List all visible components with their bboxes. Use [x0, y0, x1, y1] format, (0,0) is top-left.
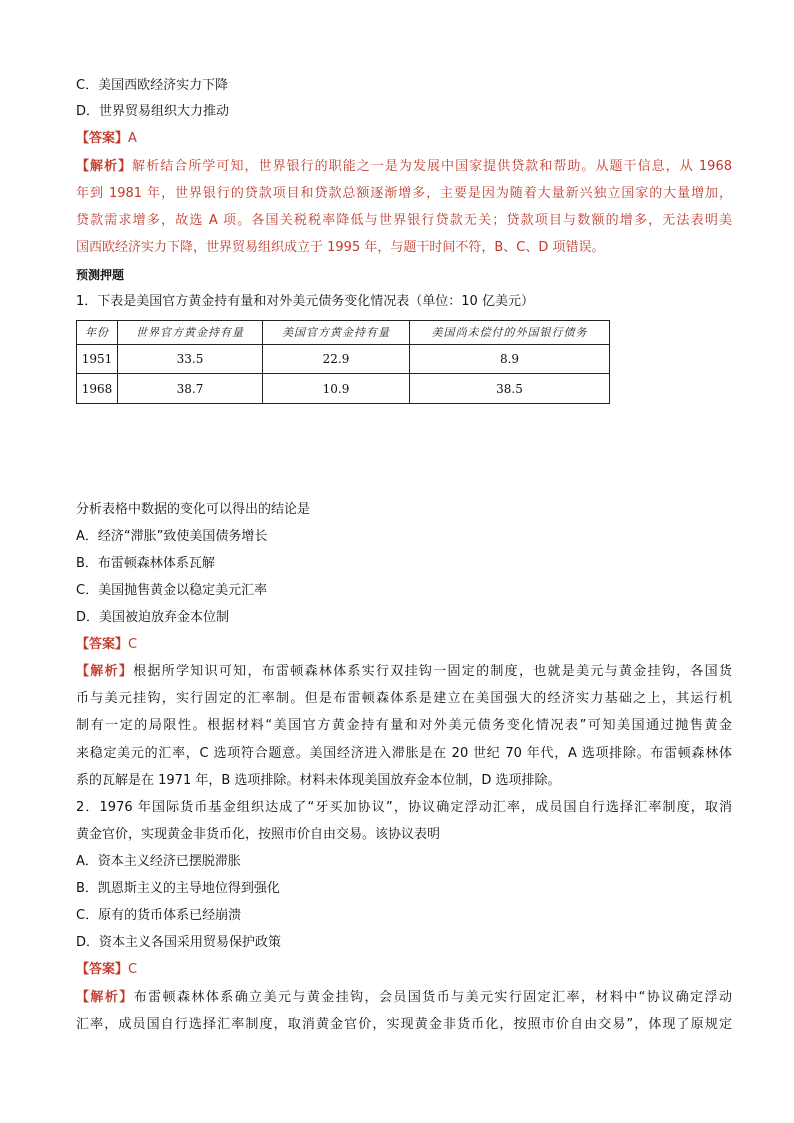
analysis-text: 布雷顿森林体系确立美元与黄金挂钩，会员国货币与美元实行固定汇率，材料中“协议确定浮动 — [133, 990, 732, 1005]
analysis-line: 贷款需求增多，故选 A 项。各国关税税率降低与世界银行贷款无关；贷款项目与数额的增多，无法表明美 — [76, 213, 732, 228]
table-cell: 1951 — [77, 344, 118, 374]
option-d: D．世界贸易组织大力推动 — [76, 104, 230, 119]
analysis-line — [76, 990, 732, 1006]
option-b: B．凯恩斯主义的主导地位得到强化 — [76, 881, 280, 896]
analysis-line: 系的瓦解是在 1971 年，B 选项排除。材料未体现美国放弃金本位制，D 选项排除。 — [76, 773, 561, 788]
answer-line — [76, 962, 732, 978]
analysis-line: 币与美元挂钩，实行固定的汇率制。但是布雷顿森体系是建立在美国强大的经济实力基础之上，其运行机 — [76, 691, 732, 706]
analysis-text: 解析结合所学可知，世界银行的职能之一是为发展中国家提供贷款和帮助。从题干信息，从 1968 — [132, 159, 732, 174]
table-header: 世界官方黄金持有量 — [118, 321, 263, 345]
analysis-label: 【解析】 — [76, 664, 134, 679]
table-row — [77, 344, 610, 374]
answer-label: 【答案】 — [76, 131, 129, 146]
option-c: C．美国西欧经济实力下降 — [76, 78, 229, 93]
option-a: A．经济“滞胀”致使美国债务增长 — [76, 529, 268, 544]
analysis-line: 国西欧经济实力下降，世界贸易组织成立于 1995 年，与题干时间不符，B、C、D 项错误。 — [76, 240, 605, 255]
table-cell: 8.9 — [410, 344, 610, 374]
table-header: 美国官方黄金持有量 — [263, 321, 410, 345]
analysis-line: 制有一定的局限性。根据材料“美国官方黄金持有量和对外美元债务变化情况表”可知美国通过抛售黄金 — [76, 718, 732, 733]
table-cell: 10.9 — [263, 374, 410, 404]
option-a: A．资本主义经济已摆脱滞胀 — [76, 854, 241, 869]
data-table — [76, 320, 610, 404]
table-cell: 1968 — [77, 374, 118, 404]
section-title: 预测押题 — [76, 268, 125, 282]
question-1-stem: 1．下表是美国官方黄金持有量和对外美元债务变化情况表（单位：10 亿美元） — [76, 294, 534, 309]
table-header: 年份 — [77, 321, 118, 345]
option-c: C．原有的货币体系已经崩溃 — [76, 908, 242, 923]
table-header-row — [77, 321, 610, 345]
table-row — [77, 374, 610, 404]
table-cell: 38.5 — [410, 374, 610, 404]
answer-line — [76, 637, 732, 653]
answer-label: 【答案】 — [76, 962, 129, 977]
table-cell: 38.7 — [118, 374, 263, 404]
table-header: 美国尚未偿付的外国银行债务 — [410, 321, 610, 345]
table-cell: 33.5 — [118, 344, 263, 374]
option-d: D．资本主义各国采用贸易保护政策 — [76, 935, 282, 950]
answer-value: A — [128, 131, 137, 146]
question-2-stem: 2．1976 年国际货币基金组织达成了“牙买加协议”，协议确定浮动汇率，成员国自行选择汇率制度，取消 — [76, 800, 732, 815]
question-1-prompt: 分析表格中数据的变化可以得出的结论是 — [76, 502, 311, 517]
analysis-line — [76, 159, 732, 175]
analysis-line: 来稳定美元的汇率，C 选项符合题意。美国经济进入滞胀是在 20 世纪 70 年代，A 选项排除。布雷顿森林体 — [76, 746, 732, 761]
answer-line — [76, 131, 732, 147]
analysis-line: 年到 1981 年，世界银行的贷款项目和贷款总额逐渐增多，主要是因为随着大量新兴独立国家的大量增加， — [76, 186, 732, 201]
option-b: B．布雷顿森林体系瓦解 — [76, 556, 215, 571]
option-c: C．美国抛售黄金以稳定美元汇率 — [76, 583, 268, 598]
question-2-stem: 黄金官价，实现黄金非货币化，按照市价自由交易。该协议表明 — [76, 827, 441, 842]
answer-value: C — [128, 962, 138, 977]
analysis-line — [76, 664, 732, 680]
table-cell: 22.9 — [263, 344, 410, 374]
analysis-text: 根据所学知识可知，布雷顿森林体系实行双挂钩一固定的制度，也就是美元与黄金挂钩，各国货 — [133, 664, 732, 679]
analysis-label: 【解析】 — [76, 159, 133, 174]
analysis-label: 【解析】 — [76, 990, 134, 1005]
answer-value: C — [128, 637, 138, 652]
answer-label: 【答案】 — [76, 637, 129, 652]
analysis-line: 汇率，成员国自行选择汇率制度，取消黄金官价，实现黄金非货币化，按照市价自由交易”，体现了原规定 — [76, 1017, 732, 1032]
option-d: D．美国被迫放弃金本位制 — [76, 610, 230, 625]
